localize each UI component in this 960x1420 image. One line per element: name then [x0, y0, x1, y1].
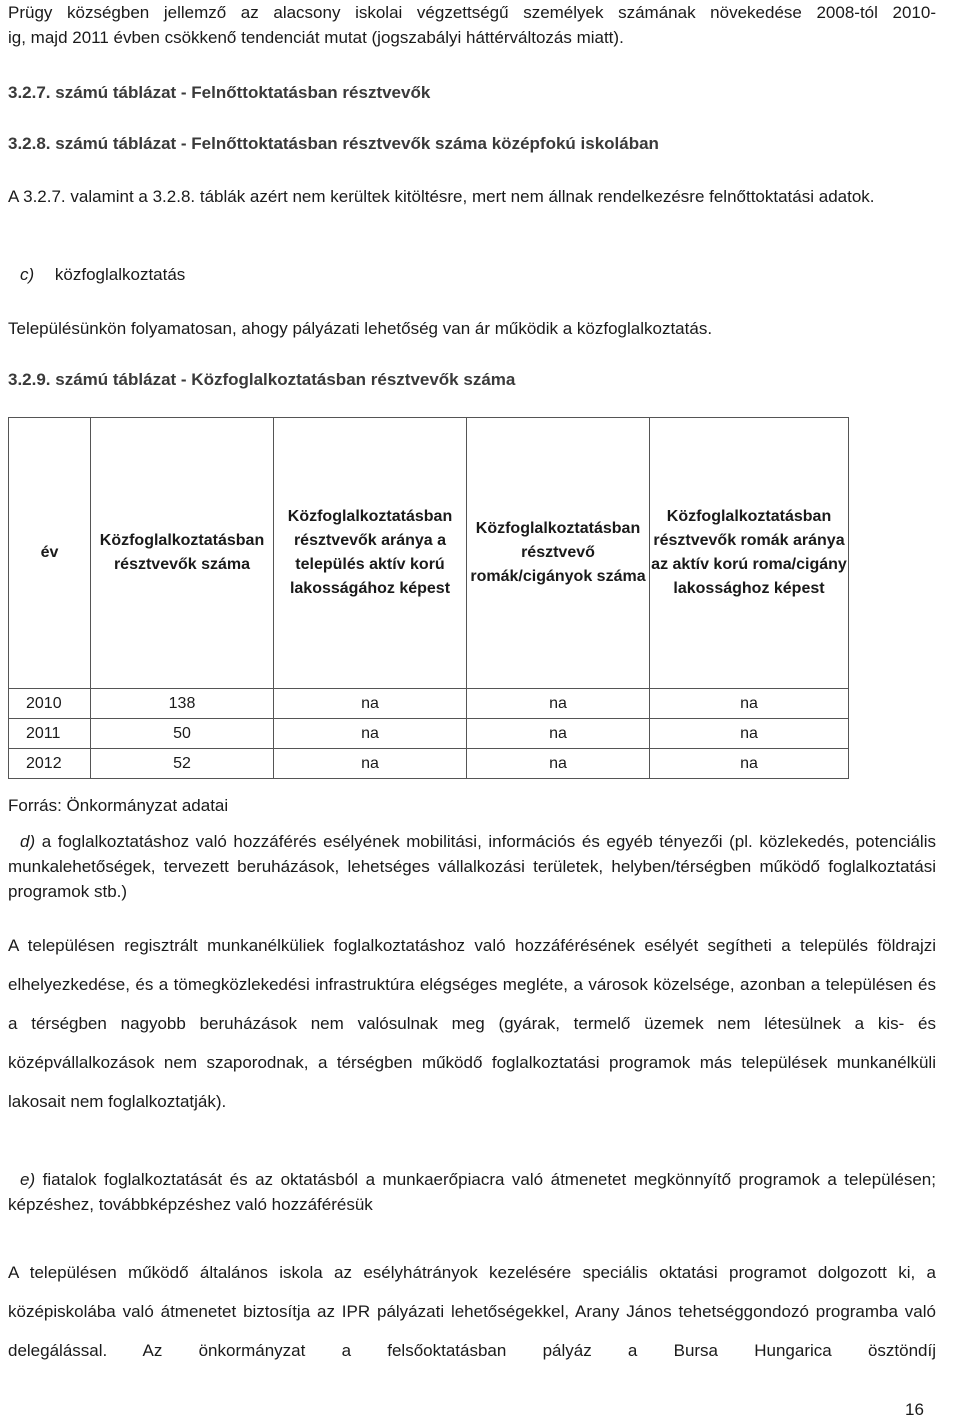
cell-roma-ratio: na — [650, 689, 849, 719]
cell-count: 138 — [91, 689, 274, 719]
heading-table-327: 3.2.7. számú táblázat - Felnőttoktatásban résztvevők — [8, 83, 431, 102]
section-e-heading — [8, 1167, 936, 1217]
note-missing-tables: A 3.2.7. valamint a 3.2.8. táblák azért nem kerültek kitöltésre, mert nem állnak rendelkezésre felnőttoktatási adatok. — [8, 187, 875, 206]
cell-year: 2010 — [9, 689, 91, 719]
heading-table-328: 3.2.8. számú táblázat - Felnőttoktatásban résztvevők száma középfokú iskolában — [8, 134, 659, 153]
paragraph-d: A településen regisztrált munkanélküliek foglalkoztatáshoz való hozzáférésének esélyét segítheti a település földrajzi elhelyezkedése, és a tömegközlekedési infrastruktúra elégséges megléte, a városok közelsége, azonban a településen és a térségben nagyobb beruházások nem valósulnak meg (gyárak, termelő üzemek nem létesülnek a kis- és középvállalkozások nem szaporodnak, a térségben működő foglalkoztatási programok más települések munkanélküli lakosait nem foglalkoztatják). — [8, 936, 936, 1111]
cell-year: 2011 — [9, 719, 91, 749]
paragraph-c: Településünkön folyamatosan, ahogy pályázati lehetőség van ár működik a közfoglalkoztatás. — [8, 319, 713, 338]
header-year: év — [9, 418, 91, 689]
section-d-text: a foglalkoztatáshoz való hozzáférés esélyének mobilitási, információs és egyéb tényezői (pl. közlekedés, potenciális munkalehetőségek, tervezett beruházások, lehetséges vállalkozási területek, helyben/térségben működő foglalkoztatási programok stb.) — [8, 832, 936, 901]
intro-line-2: ig, majd 2011 évben csökkenő tendenciát mutat (jogszabályi háttérváltozás miatt). — [8, 28, 624, 47]
cell-count: 50 — [91, 719, 274, 749]
section-e-marker: e) — [20, 1170, 36, 1189]
paragraph-e: A településen működő általános iskola az esélyhátrányok kezelésére speciális oktatási programot dolgozott ki, a középiskolába való átmenetet biztosítja az IPR pályázati lehetőségekkel, Arany János tehetséggondozó programba való delegálással. Az önkormányzat a felsőoktatásban pályáz a Bursa Hungarica ösztöndíj — [8, 1263, 936, 1360]
public-works-table — [8, 417, 849, 779]
section-e-text: fiatalok foglalkoztatását és az oktatásból a munkaerőpiacra való átmenetet megkönnyítő programok a településen; képzéshez, továbbképzéshez való hozzáférésük — [8, 1170, 936, 1214]
table-row — [9, 749, 849, 779]
table-row — [9, 689, 849, 719]
page-number: 16 — [905, 1400, 924, 1419]
table-header-row — [9, 418, 849, 689]
cell-roma-ratio: na — [650, 719, 849, 749]
header-participants-ratio: Közfoglalkoztatásban résztvevők aránya a település aktív korú lakosságához képest — [274, 418, 467, 689]
header-roma-count: Közfoglalkoztatásban résztvevő romák/cigányok száma — [467, 418, 650, 689]
cell-roma-ratio: na — [650, 749, 849, 779]
cell-year: 2012 — [9, 749, 91, 779]
section-c-marker: c) — [20, 265, 35, 284]
table-source: Forrás: Önkormányzat adatai — [8, 796, 229, 815]
heading-table-329: 3.2.9. számú táblázat - Közfoglalkoztatásban résztvevők száma — [8, 370, 516, 389]
cell-roma-count: na — [467, 689, 650, 719]
table-row — [9, 719, 849, 749]
section-d-heading — [8, 829, 936, 904]
section-c-heading — [8, 262, 936, 287]
cell-roma-count: na — [467, 719, 650, 749]
cell-ratio: na — [274, 689, 467, 719]
header-roma-ratio: Közfoglalkoztatásban résztvevők romák aránya az aktív korú roma/cigány lakossághoz képest — [650, 418, 849, 689]
intro-line-1: Prügy községben jellemző az alacsony iskolai végzettségű személyek számának növekedése 2008-tól 2010- — [8, 3, 936, 22]
cell-roma-count: na — [467, 749, 650, 779]
cell-count: 52 — [91, 749, 274, 779]
cell-ratio: na — [274, 749, 467, 779]
header-participants-count: Közfoglalkoztatásban résztvevők száma — [91, 418, 274, 689]
section-d-marker: d) — [20, 832, 36, 851]
cell-ratio: na — [274, 719, 467, 749]
section-c-title: közfoglalkoztatás — [54, 265, 186, 284]
